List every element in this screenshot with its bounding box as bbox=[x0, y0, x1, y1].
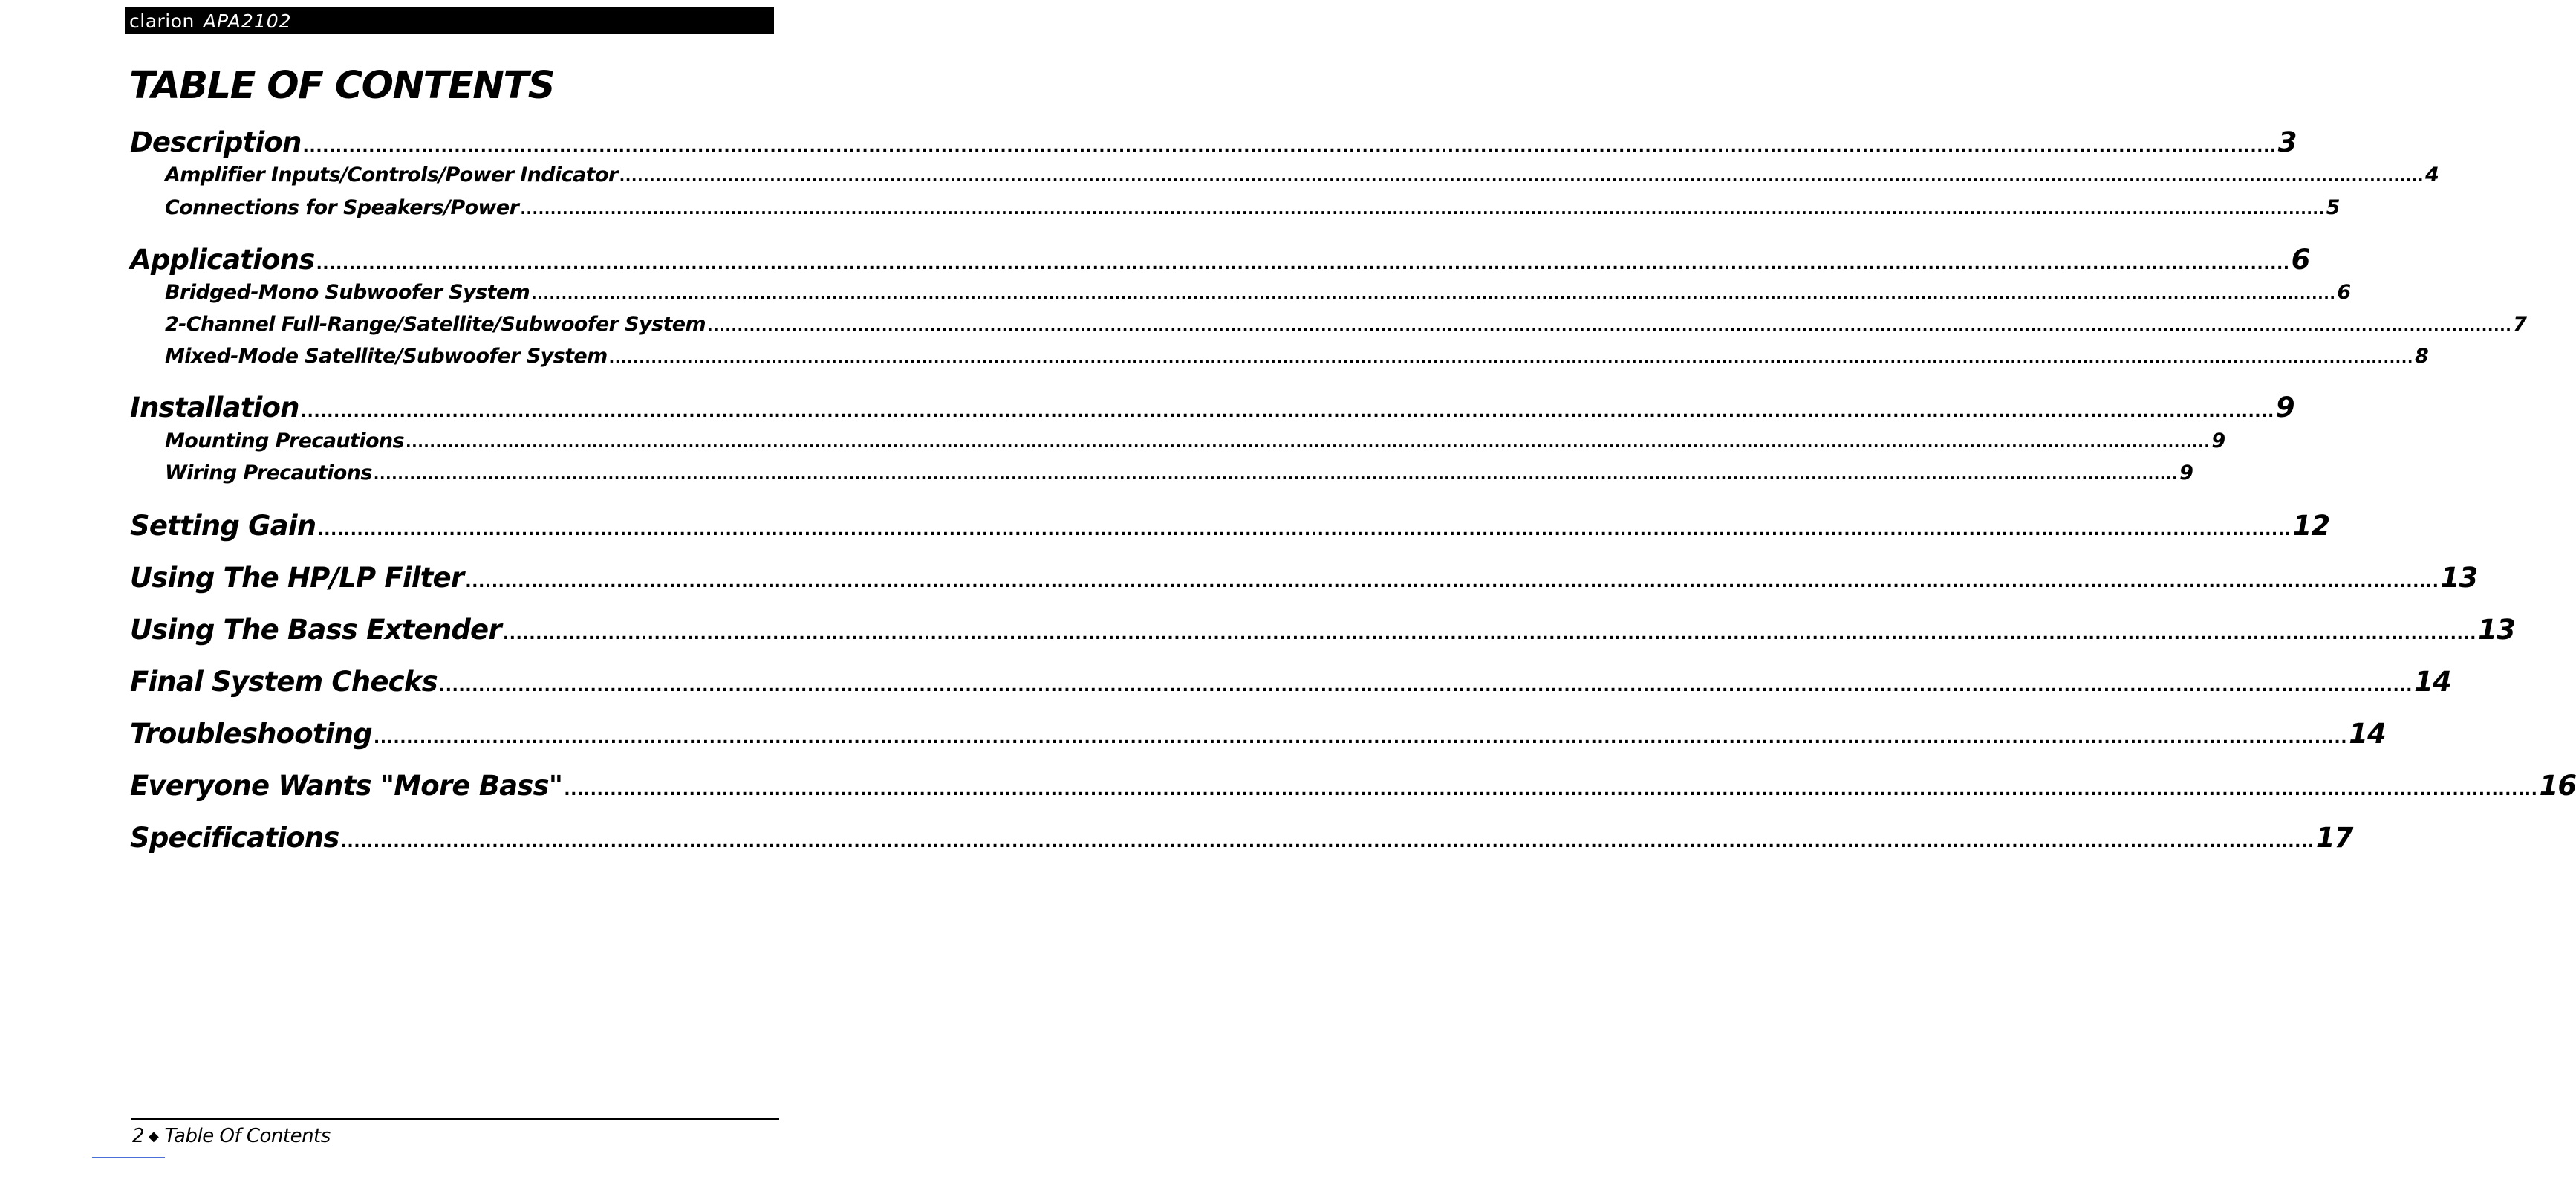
toc-entry-label: Applications bbox=[130, 244, 315, 276]
footer-section-title: Table Of Contents bbox=[164, 1125, 331, 1147]
toc-entry-label: Mounting Precautions bbox=[165, 429, 405, 453]
toc-entry-label: Description bbox=[130, 126, 302, 158]
dot-leader: ............................................................................................................................................................................................................................................................................................................ bbox=[619, 167, 2424, 185]
model-number: APA2102 bbox=[203, 10, 292, 32]
dot-leader: ............................................................................................................................................................................................................................................................................................................ bbox=[502, 625, 2477, 643]
toc-entry-page: 6 bbox=[2291, 244, 2310, 276]
footer-rule bbox=[131, 1118, 779, 1120]
dot-leader: ............................................................................................................................................................................................................................................................................................................ bbox=[300, 403, 2274, 421]
page-footer bbox=[132, 1125, 331, 1147]
toc-entry-page: 9 bbox=[2275, 392, 2294, 424]
toc-entry-page: 12 bbox=[2292, 510, 2330, 542]
dot-leader: ............................................................................................................................................................................................................................................................................................................ bbox=[373, 465, 2179, 483]
toc-entry-label: Bridged-Mono Subwoofer System bbox=[165, 281, 530, 304]
toc-entry-page: 3 bbox=[2277, 126, 2297, 158]
toc-entry-page: 14 bbox=[2349, 718, 2386, 750]
dot-leader: ............................................................................................................................................................................................................................................................................................................ bbox=[373, 729, 2348, 748]
toc-entry-page: 7 bbox=[2513, 313, 2527, 336]
toc-entry-hp-lp-filter[interactable] bbox=[130, 562, 2478, 594]
toc-entry-specifications[interactable] bbox=[130, 822, 2353, 854]
toc-entry-page: 8 bbox=[2414, 345, 2429, 368]
brand-name: clarion bbox=[129, 10, 195, 32]
toc-entry-page: 13 bbox=[2478, 614, 2515, 646]
toc-entry-page: 9 bbox=[2179, 461, 2193, 484]
page-title: TABLE OF CONTENTS bbox=[129, 64, 555, 108]
footer-page-number: 2 bbox=[132, 1125, 145, 1147]
toc-entry-label: Final System Checks bbox=[130, 666, 438, 698]
toc-entry-troubleshooting[interactable] bbox=[130, 718, 2386, 750]
toc-entry-mounting-precautions[interactable] bbox=[165, 429, 2225, 453]
toc-entry-label: Installation bbox=[130, 392, 299, 424]
toc-entry-final-system-checks[interactable] bbox=[130, 666, 2451, 698]
dot-leader: ............................................................................................................................................................................................................................................................................................................ bbox=[564, 781, 2538, 800]
toc-entry-label: Setting Gain bbox=[130, 510, 316, 542]
toc-entry-installation[interactable] bbox=[130, 392, 2294, 424]
toc-entry-page: 13 bbox=[2440, 562, 2478, 594]
toc-entry-label: Specifications bbox=[130, 822, 339, 854]
dot-leader: ............................................................................................................................................................................................................................................................................................................ bbox=[707, 317, 2512, 334]
dot-leader: ............................................................................................................................................................................................................................................................................................................ bbox=[317, 521, 2292, 539]
toc-entry-more-bass[interactable] bbox=[130, 770, 2576, 802]
toc-entry-page: 6 bbox=[2337, 281, 2351, 304]
toc-entry-bass-extender[interactable] bbox=[130, 614, 2515, 646]
toc-entry-label: Amplifier Inputs/Controls/Power Indicator bbox=[165, 163, 618, 187]
toc-entry-label: 2-Channel Full-Range/Satellite/Subwoofer System bbox=[165, 313, 706, 336]
toc-entry-description[interactable] bbox=[130, 126, 2297, 158]
diamond-icon: ◆ bbox=[149, 1128, 159, 1144]
toc-entry-2-channel[interactable] bbox=[165, 313, 2527, 336]
toc-entry-connections[interactable] bbox=[165, 196, 2340, 219]
dot-leader: ............................................................................................................................................................................................................................................................................................................ bbox=[608, 348, 2413, 366]
toc-entry-applications[interactable] bbox=[130, 244, 2310, 276]
toc-entry-page: 16 bbox=[2539, 770, 2576, 802]
toc-entry-label: Troubleshooting bbox=[130, 718, 372, 750]
toc-entry-page: 17 bbox=[2315, 822, 2353, 854]
dot-leader: ............................................................................................................................................................................................................................................................................................................ bbox=[406, 433, 2211, 451]
toc-entry-label: Using The Bass Extender bbox=[130, 614, 501, 646]
dot-leader: ............................................................................................................................................................................................................................................................................................................ bbox=[316, 255, 2290, 273]
toc-entry-label: Connections for Speakers/Power bbox=[165, 196, 519, 219]
dot-leader: ............................................................................................................................................................................................................................................................................................................ bbox=[531, 285, 2336, 302]
scan-artifact-line bbox=[92, 1157, 165, 1158]
toc-entry-bridged-mono[interactable] bbox=[165, 281, 2351, 304]
dot-leader: ............................................................................................................................................................................................................................................................................................................ bbox=[465, 573, 2439, 591]
toc-entry-page: 14 bbox=[2414, 666, 2451, 698]
toc-entry-page: 5 bbox=[2326, 196, 2340, 219]
toc-entry-page: 4 bbox=[2424, 163, 2439, 187]
toc-entry-setting-gain[interactable] bbox=[130, 510, 2330, 542]
toc-entry-label: Wiring Precautions bbox=[165, 461, 372, 484]
toc-entry-mixed-mode[interactable] bbox=[165, 345, 2429, 368]
toc-entry-label: Using The HP/LP Filter bbox=[130, 562, 464, 594]
toc-entry-amplifier-inputs[interactable] bbox=[165, 163, 2439, 187]
dot-leader: ............................................................................................................................................................................................................................................................................................................ bbox=[438, 677, 2413, 696]
toc-entry-wiring-precautions[interactable] bbox=[165, 461, 2193, 484]
toc-entry-label: Everyone Wants "More Bass" bbox=[130, 770, 563, 802]
toc-entry-label: Mixed-Mode Satellite/Subwoofer System bbox=[165, 345, 608, 368]
dot-leader: ............................................................................................................................................................................................................................................................................................................ bbox=[302, 137, 2277, 156]
toc-entry-page: 9 bbox=[2211, 429, 2225, 453]
dot-leader: ............................................................................................................................................................................................................................................................................................................ bbox=[520, 200, 2325, 218]
dot-leader: ............................................................................................................................................................................................................................................................................................................ bbox=[340, 833, 2315, 852]
